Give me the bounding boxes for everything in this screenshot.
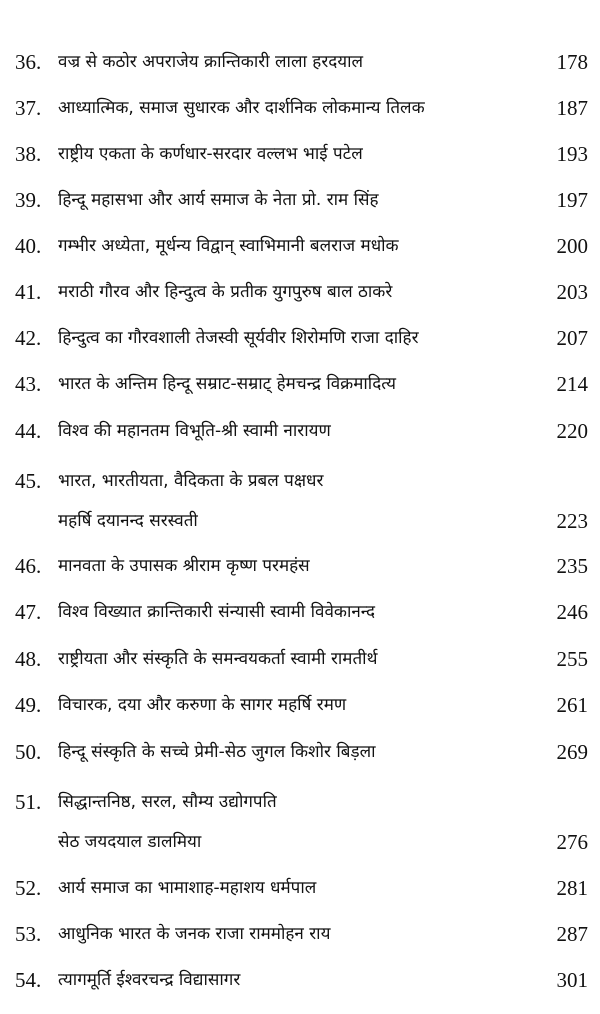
entry-number: 39. [15, 188, 42, 212]
entry-title: विचारक, दया और करुणा के सागर महर्षि रमण [58, 695, 347, 715]
entry-title: सिद्धान्तनिष्ठ, सरल, सौम्य उद्योगपति [58, 792, 277, 812]
entry-page: 193 [556, 142, 588, 166]
entry-number: 38. [15, 142, 42, 166]
entry-title: विश्व विख्यात क्रान्तिकारी संन्यासी स्वामी विवेकानन्द [58, 602, 376, 622]
entry-number: 41. [15, 280, 42, 304]
entry-title: राष्ट्रीय एकता के कर्णधार-सरदार वल्लभ भाई पटेल [58, 144, 363, 164]
entry-page: 246 [556, 600, 588, 624]
entry-number: 54. [15, 968, 42, 992]
entry-title: आधुनिक भारत के जनक राजा राममोहन राय [58, 924, 331, 944]
entry-title: हिन्दू महासभा और आर्य समाज के नेता प्रो. राम सिंह [58, 190, 379, 210]
entry-number: 44. [15, 419, 42, 443]
entry-number: 42. [15, 326, 42, 350]
entry-page: 255 [556, 647, 588, 671]
entry-number: 49. [15, 693, 42, 717]
entry-number: 43. [15, 372, 42, 396]
entry-title: मराठी गौरव और हिन्दुत्व के प्रतीक युगपुरुष बाल ठाकरे [58, 282, 393, 302]
entry-title: भारत, भारतीयता, वैदिकता के प्रबल पक्षधर [58, 471, 324, 491]
entry-page: 276 [556, 830, 588, 854]
entry-title: आध्यात्मिक, समाज सुधारक और दार्शनिक लोकमान्य तिलक [58, 98, 425, 118]
entry-title: हिन्दुत्व का गौरवशाली तेजस्वी सूर्यवीर शिरोमणि राजा दाहिर [58, 328, 419, 348]
entry-title: विश्व की महानतम विभूति-श्री स्वामी नारायण [58, 421, 331, 441]
entry-page: 235 [556, 554, 588, 578]
entry-page: 220 [556, 419, 588, 443]
entry-page: 261 [556, 693, 588, 717]
entry-page: 223 [556, 509, 588, 533]
entry-title: भारत के अन्तिम हिन्दू सम्राट-सम्राट् हेमचन्द्र विक्रमादित्य [58, 374, 397, 394]
entry-page: 301 [556, 968, 588, 992]
entry-title: त्यागमूर्ति ईश्वरचन्द्र विद्यासागर [58, 970, 241, 990]
entry-title: हिन्दू संस्कृति के सच्चे प्रेमी-सेठ जुगल किशोर बिड़ला [58, 742, 376, 762]
entry-page: 200 [556, 234, 588, 258]
entry-page: 197 [556, 188, 588, 212]
entry-page: 187 [556, 96, 588, 120]
entry-title: वज्र से कठोर अपराजेय क्रान्तिकारी लाला हरदयाल [58, 52, 364, 72]
entry-number: 46. [15, 554, 42, 578]
entry-page: 281 [556, 876, 588, 900]
entry-number: 45. [15, 469, 42, 493]
entry-page: 203 [556, 280, 588, 304]
entry-title-continuation: महर्षि दयानन्द सरस्वती [58, 511, 198, 531]
entry-title: गम्भीर अध्येता, मूर्धन्य विद्वान् स्वाभिमानी बलराज मधोक [58, 236, 399, 256]
entry-title: आर्य समाज का भामाशाह-महाशय धर्मपाल [58, 878, 317, 898]
entry-number: 51. [15, 790, 42, 814]
entry-number: 48. [15, 647, 42, 671]
entry-title: मानवता के उपासक श्रीराम कृष्ण परमहंस [58, 556, 310, 576]
entry-page: 287 [556, 922, 588, 946]
entry-number: 36. [15, 50, 42, 74]
entry-number: 40. [15, 234, 42, 258]
entry-number: 53. [15, 922, 42, 946]
entry-page: 207 [556, 326, 588, 350]
entry-number: 50. [15, 740, 42, 764]
entry-page: 269 [556, 740, 588, 764]
entry-title-continuation: सेठ जयदयाल डालमिया [58, 832, 202, 852]
entry-title: राष्ट्रीयता और संस्कृति के समन्वयकर्ता स्वामी रामतीर्थ [58, 649, 378, 669]
entry-page: 178 [556, 50, 588, 74]
entry-page: 214 [556, 372, 588, 396]
entry-number: 52. [15, 876, 42, 900]
entry-number: 47. [15, 600, 42, 624]
entry-number: 37. [15, 96, 42, 120]
